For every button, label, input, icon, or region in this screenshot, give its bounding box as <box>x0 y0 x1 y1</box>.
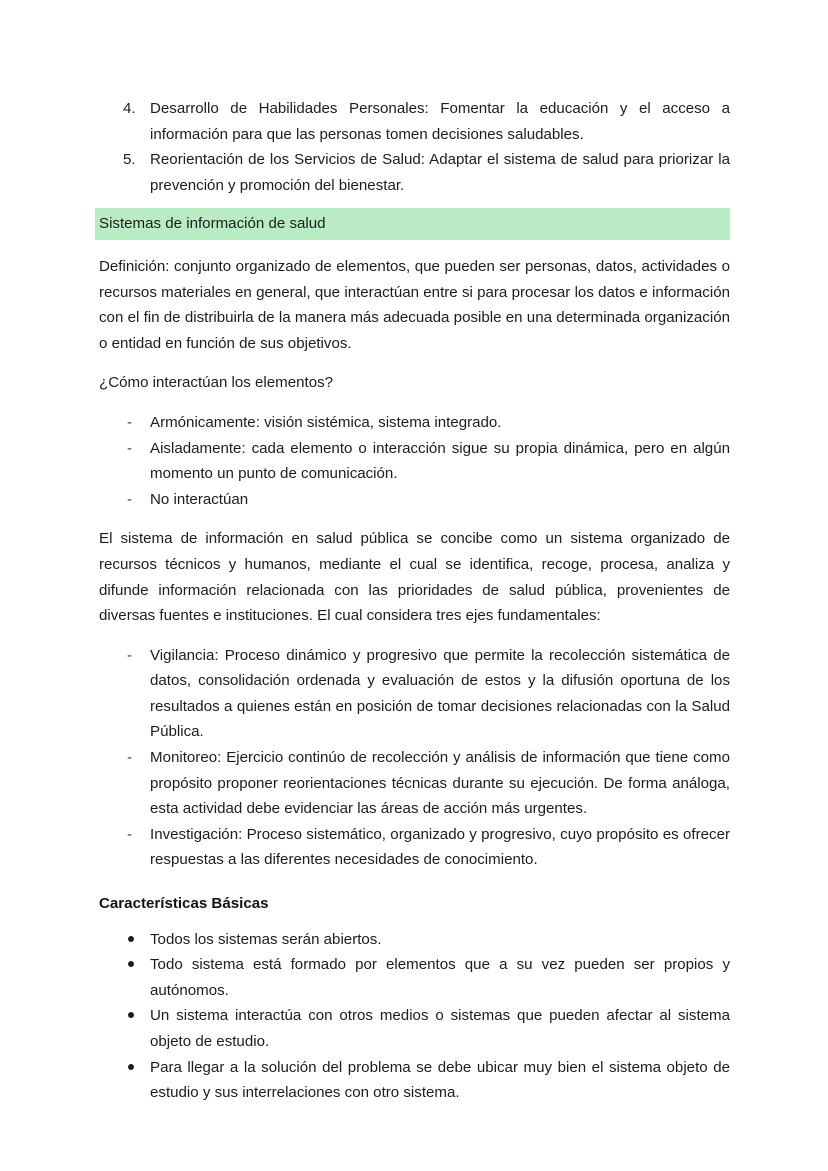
spacer <box>99 633 730 643</box>
definition-paragraph: Definición: conjunto organizado de elementos, que pueden ser personas, datos, actividades o recursos materiales en general, que interactúan entre si para procesar los datos e información con el fin de distribuirla de la manera más adecuada posible en una determinada organización o entidad en función de sus objetivos. <box>99 257 730 352</box>
spacer <box>99 512 730 526</box>
list-item <box>99 487 730 513</box>
list-item <box>99 147 730 198</box>
list-item <box>99 822 730 873</box>
spacer <box>99 198 730 208</box>
characteristics-heading: Características Básicas <box>99 895 269 913</box>
spacer <box>99 400 730 410</box>
numbered-list <box>99 96 730 198</box>
dash-marker-icon: - <box>127 825 133 843</box>
bullet-disc-icon <box>128 961 134 967</box>
list-item <box>99 643 730 745</box>
list-item-text: Desarrollo de Habilidades Personales: Fomentar la educación y el acceso a información para que las personas tomen decisiones saludables. <box>150 100 730 143</box>
list-marker-number: 4. <box>123 100 136 117</box>
list-item-text: Investigación: Proceso sistemático, organizado y progresivo, cuyo propósito es ofrecer respuestas a las diferentes necesidades de conocimiento. <box>150 825 730 869</box>
list-item <box>99 745 730 822</box>
bullet-disc-icon <box>128 936 134 942</box>
dash-marker-icon: - <box>127 646 133 664</box>
list-item <box>99 1003 730 1054</box>
axes-dash-list <box>99 643 730 873</box>
bullet-disc-icon <box>128 1064 134 1070</box>
spacer <box>99 873 730 891</box>
list-item <box>99 96 730 147</box>
list-item-text: No interactúan <box>150 490 249 508</box>
list-item <box>99 952 730 1003</box>
list-item-text: Para llegar a la solución del problema se debe ubicar muy bien el sistema objeto de estudio y sus interrelaciones con otro sistema. <box>150 1058 730 1102</box>
dash-marker-icon: - <box>127 439 133 457</box>
bullet-disc-icon <box>128 1012 134 1018</box>
list-item-text: Reorientación de los Servicios de Salud: Adaptar el sistema de salud para priorizar la prevención y promoción del bienestar. <box>150 151 730 194</box>
list-item-text: Armónicamente: visión sistémica, sistema integrado. <box>150 413 502 431</box>
dash-marker-icon: - <box>127 749 133 767</box>
system-paragraph: El sistema de información en salud pública se concibe como un sistema organizado de recursos técnicos y humanos, mediante el cual se identifica, recoge, procesa, analiza y difunde información relacionada con las prioridades de salud pública, provenientes de diversas fuentes e instituciones. El cual considera tres ejes fundamentales: <box>99 530 730 625</box>
list-item <box>99 436 730 487</box>
dash-marker-icon: - <box>127 490 133 508</box>
list-marker-number: 5. <box>123 151 136 169</box>
list-item-text: Un sistema interactúa con otros medios o sistemas que pueden afectar al sistema objeto de estudio. <box>150 1007 730 1050</box>
document-content <box>99 96 730 1106</box>
spacer <box>99 917 730 927</box>
list-item-text: Aisladamente: cada elemento o interacción sigue su propia dinámica, pero en algún momento un punto de comunicación. <box>150 439 730 483</box>
spacer <box>99 360 730 370</box>
characteristics-bullet-list <box>99 927 730 1106</box>
section-heading-highlighted: Sistemas de información de salud <box>95 208 730 240</box>
interaction-dash-list <box>99 410 730 512</box>
list-item-text: Vigilancia: Proceso dinámico y progresivo que permite la recolección sistemática de datos, consolidación ordenada y evaluación de estos y la difusión oportuna de los resultados a quienes están en posición de tomar decisiones relacionadas con la Salud Pública. <box>150 646 730 741</box>
list-item <box>99 1055 730 1106</box>
list-item <box>99 927 730 953</box>
dash-marker-icon: - <box>127 413 133 431</box>
question-paragraph: ¿Cómo interactúan los elementos? <box>99 374 334 392</box>
list-item <box>99 410 730 436</box>
spacer <box>99 240 730 254</box>
list-item-text: Todos los sistemas serán abiertos. <box>150 930 382 948</box>
list-item-text: Monitoreo: Ejercicio continúo de recolección y análisis de información que tiene como propósito proponer reorientaciones técnicas durante su ejecución. De forma análoga, esta actividad debe evidenciar las áreas de acción más urgentes. <box>150 749 730 818</box>
list-item-text: Todo sistema está formado por elementos que a su vez pueden ser propios y autónomos. <box>150 956 730 999</box>
